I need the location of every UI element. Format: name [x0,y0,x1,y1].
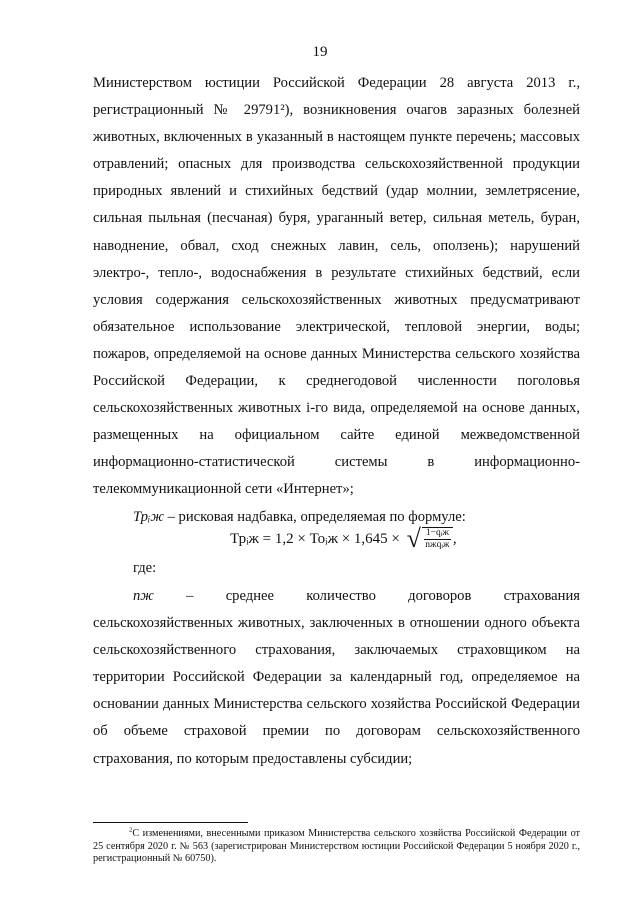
risk-surcharge-symbol: Трᵢж [133,508,164,525]
paragraph-3 [93,583,580,773]
formula-denominator: nжqᵢж [425,540,450,550]
formula-lhs: Трᵢж [230,530,259,547]
risk-surcharge-formula [230,526,457,552]
square-root-icon: √ [406,524,421,553]
footnote [93,828,580,866]
footnote-text: С изменениями, внесенными приказом Министерства сельского хозяйства Российской Федерации от 25 сентября 2020 г. № 563 (зарегистрирован Министерством юстиции Российской Федерации 5 ноября 2020 г., регистрационный № 60750). [93,828,580,865]
page-number: 19 [312,44,328,60]
paragraph-2-text: – рисковая надбавка, определяемая по формуле: [163,508,466,525]
main-text [93,70,580,531]
formula-numerator: 1−qᵢж [425,528,449,538]
paragraph-1: Министерством юстиции Российской Федерации 28 августа 2013 г., регистрационный № 29791²), возникновения очагов заразных болезней животных, включенных в указанный в настоящем пункте перечень; массовых отравлений; опасных для производства сельскохозяйственной продукции природных явлений и стихийных бедствий (удар молнии, землетрясение, сильная пыльная (песчаная) буря, ураганный ветер, сильная метель, буран, наводнение, обвал, сход снежных лавин, сель, оползень); нарушений электро-, тепло-, водоснабжения в результате стихийных бедствий, если условия содержания сельскохозяйственных животных предусматривают обязательное использование электрической, тепловой энергии, воды; пожаров, определяемой на основе данных Министерства сельского хозяйства Российской Федерации, к среднегодовой численности поголовья сельскохозяйственных животных i-го вида, определяемой на основе данных, размещенных на официальном сайте единой межведомственной информационно-статистической системы в информационно-телекоммуникационной сети «Интернет»; [93,75,580,498]
paragraph-3-body [93,583,580,773]
formula-rhs: = 1,2 × Тоᵢж × 1,645 × [258,530,404,547]
footnote-marker: 2 [129,826,133,834]
footnote-divider [93,822,248,823]
formula-fraction [422,527,453,551]
paragraph-3-text: – среднее количество договоров страхования сельскохозяйственных животных, заключенных в отношении одного объекта сельскохозяйственного страхования, заключаемых страховщиком на территории Российской Федерации за календарный год, определяемое на основании данных Министерства сельского хозяйства Российской Федерации об объеме страховой премии по договорам сельскохозяйственного страхования, по которым предоставлены субсидии; [93,588,580,767]
formula-suffix: , [452,530,457,547]
where-label: где: [133,560,157,576]
contract-count-symbol: nж [133,588,154,604]
